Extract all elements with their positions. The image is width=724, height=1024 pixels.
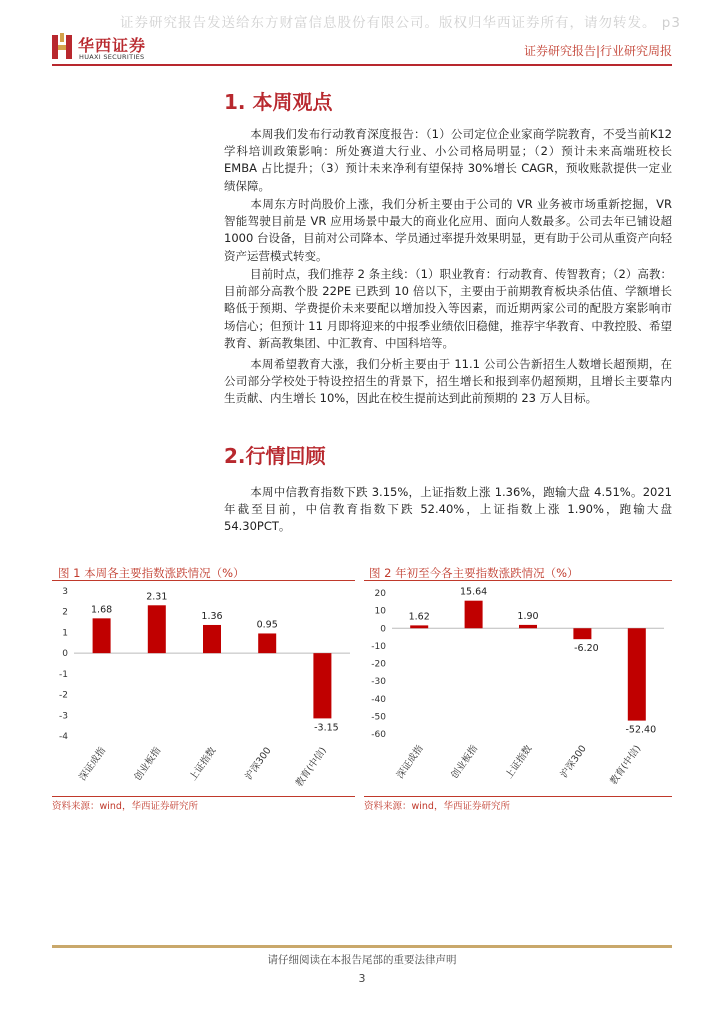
data-label: 15.64	[459, 586, 488, 598]
footer-divider	[52, 945, 672, 948]
category-label: 上证指数	[187, 745, 219, 783]
page-number: 3	[358, 972, 366, 985]
section-1-heading: 1. 本周观点	[224, 90, 333, 114]
y-tick-label: -3	[59, 711, 68, 722]
category-label: 创业板指	[132, 745, 164, 783]
bar	[465, 601, 483, 629]
y-tick-label: -20	[371, 659, 386, 670]
brand-logo	[52, 33, 192, 63]
y-tick-label: -10	[371, 641, 386, 652]
category-label: 创业板指	[449, 743, 481, 781]
figure-2-bottom-rule	[364, 796, 672, 797]
figure-2-rule	[364, 580, 672, 581]
category-label: 教育(中信)	[293, 745, 329, 789]
paragraph-5-text: 本周中信教育指数下跌 3.15%，上证指数上涨 1.36%，跑输大盘 4.51%。2021 年截至目前，中信教育指数下跌 52.40%，上证指数上涨 1.90%，跑输大盘 54.30PCT。	[224, 485, 672, 534]
y-tick-label: 2	[62, 607, 68, 618]
data-label: 1.90	[517, 610, 539, 622]
category-label: 深证成指	[394, 743, 426, 781]
category-label: 上证指数	[503, 743, 535, 781]
bar	[313, 653, 331, 718]
category-label: 沪深300	[558, 743, 589, 781]
section-2-heading: 2.行情回顾	[224, 444, 326, 468]
paragraph-3	[224, 266, 672, 352]
bar	[203, 625, 221, 653]
logo-chinese-name: 华西证券	[78, 36, 147, 55]
data-label: 2.31	[146, 591, 168, 603]
figure-1-title: 图 1 本周各主要指数涨跌情况（%）	[58, 566, 245, 580]
bar	[628, 628, 646, 720]
data-label: 1.62	[408, 611, 430, 623]
y-tick-label: 3	[62, 587, 68, 597]
bar	[573, 628, 591, 639]
y-tick-label: 20	[374, 589, 386, 599]
y-tick-label: -60	[371, 730, 386, 740]
figure-1-bottom-rule	[52, 796, 355, 797]
y-tick-label: -4	[59, 732, 68, 742]
logo-english-name: HUAXI SECURITIES	[79, 53, 145, 61]
data-label: 1.68	[91, 604, 113, 616]
paragraph-1-text: 本周我们发布行动教育深度报告：（1）公司定位企业家商学院教育，不受当前K12 学科培训政策影响：所处赛道大行业、小公司格局明显；（2）预计未来高端班校长 EMBA 占比提升；（3）预计未来净利有望保持 30%增长 CAGR，预收账款提供一定业绩保障。	[224, 127, 672, 193]
data-label: 0.95	[256, 619, 278, 631]
y-tick-label: -30	[371, 677, 386, 688]
data-label: -52.40	[625, 724, 657, 736]
y-tick-label: -2	[59, 690, 68, 701]
figure-2-title: 图 2 年初至今各主要指数涨跌情况（%）	[369, 566, 579, 580]
figure-2-source: 资料来源：wind，华西证券研究所	[364, 801, 510, 812]
legal-notice: 请仔细阅读在本报告尾部的重要法律声明	[267, 954, 457, 966]
figure-1-rule	[52, 580, 355, 581]
figure-1-chart	[52, 582, 355, 794]
header-divider	[52, 64, 672, 66]
watermark-text: 证券研究报告发送给东方财富信息股份有限公司。版权归华西证券所有，请勿转发。 p3	[120, 15, 681, 31]
paragraph-4-text: 本周希望教育大涨，我们分析主要由于 11.1 公司公告新招生人数增长超预期，在公司部分学校处于特设控招生的背景下，招生增长和报到率仍超预期，且增长主要靠内生贡献、内生增长 10%，因此在校生提前达到此前预期的 23 万人目标。	[224, 357, 672, 406]
report-type-label: 证券研究报告|行业研究周报	[523, 44, 672, 58]
paragraph-3-text: 目前时点，我们推荐 2 条主线：（1）职业教育：行动教育、传智教育；（2）高教：目前部分高教个股 22PE 已跌到 10 倍以下，主要由于前期教育板块杀估值、学额增长略低于预期、学费提价未来要配以增加投入等因素，而近期两家公司的配股方案影响市场信心；但预计 11 月即将迎来的中报季业绩依旧稳健，推荐宇华教育、中教控股、希望教育、新高教集团、中汇教育、中国科培等。	[224, 267, 672, 350]
y-tick-label: 10	[374, 606, 386, 617]
bar	[410, 625, 428, 628]
y-tick-label: 0	[62, 649, 68, 660]
y-tick-label: -50	[371, 712, 386, 723]
bar	[148, 605, 166, 653]
figure-1-source: 资料来源：wind，华西证券研究所	[52, 801, 198, 812]
paragraph-1	[224, 126, 672, 195]
y-tick-label: -1	[59, 669, 68, 680]
y-tick-label: 0	[380, 624, 386, 635]
paragraph-5	[224, 484, 672, 536]
logo-mark-icon	[52, 33, 74, 61]
y-tick-label: 1	[62, 628, 68, 639]
category-label: 深证成指	[77, 745, 109, 783]
data-label: -3.15	[314, 722, 339, 734]
data-label: -6.20	[574, 643, 599, 655]
bar	[519, 625, 537, 628]
figure-2-chart	[364, 582, 672, 794]
paragraph-2-text: 本周东方时尚股价上涨，我们分析主要由于公司的 VR 业务被市场重新挖掘，VR 智能驾驶目前是 VR 应用场景中最大的商业化应用、面向人数最多。公司去年已铺设超 1000 台设备，目前对公司降本、学员通过率提升效果明显，更有助于公司从重资产向轻资产运营模式转变。	[224, 197, 672, 263]
bar	[258, 633, 276, 653]
data-label: 1.36	[201, 610, 223, 622]
bar	[93, 618, 111, 653]
paragraph-4	[224, 356, 672, 408]
y-tick-label: -40	[371, 694, 386, 705]
paragraph-2	[224, 196, 672, 265]
category-label: 沪深300	[243, 745, 274, 783]
category-label: 教育(中信)	[608, 743, 644, 787]
